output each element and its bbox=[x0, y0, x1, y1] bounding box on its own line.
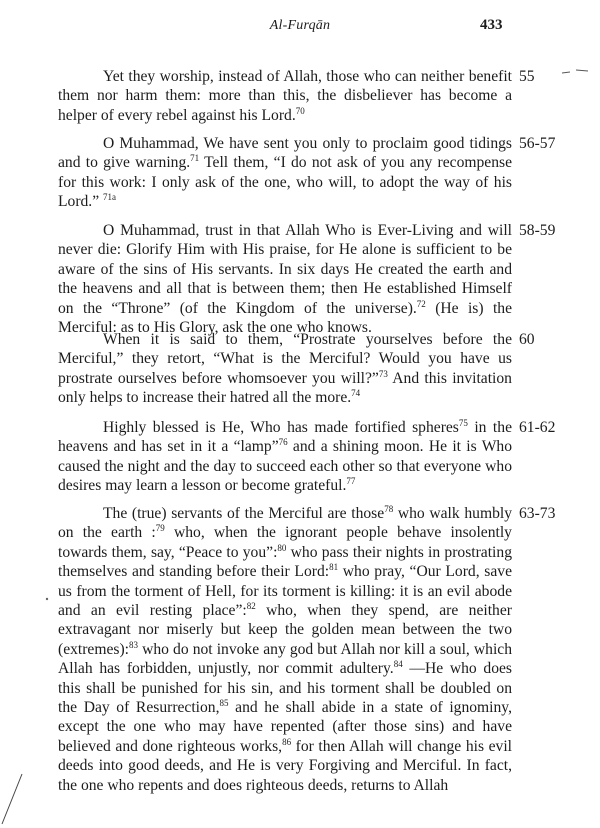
text-run: When it is said to them, “Prostrate yourselves before the Merciful,” they retort, “What is the Merciful? Would you have us prostrate ourselves before whomsoever you will?” bbox=[58, 331, 512, 387]
scan-mark-edge-line bbox=[0, 772, 24, 828]
verse-number-63-73: 63-73 bbox=[519, 505, 556, 522]
verse-number-55: 55 bbox=[519, 68, 535, 85]
verse-number-61-62: 61-62 bbox=[519, 419, 556, 436]
text-run: Highly blessed is He, Who has made fortified spheres bbox=[103, 419, 459, 436]
verse-number-56-57: 56-57 bbox=[519, 135, 556, 152]
text-run: Tell them, “I do not ask of you any recompense for this work: I only ask of the one, who will, to adopt the way of his Lord.” bbox=[58, 154, 513, 211]
footnote-marker: 79 bbox=[155, 523, 165, 534]
paragraph-verse-55 bbox=[58, 67, 512, 125]
footnote-marker: 72 bbox=[416, 298, 426, 309]
text-run: who, when the ignorant people behave insolently towards them, say, “Peace to you”: bbox=[58, 524, 512, 561]
paragraph-verse-56-57 bbox=[58, 134, 512, 212]
footnote-marker: 80 bbox=[277, 542, 287, 553]
footnote-marker: 84 bbox=[393, 659, 403, 670]
footnote-marker: 76 bbox=[278, 437, 288, 448]
text-run: Yet they worship, instead of Allah, those who can neither benefit them nor harm them: more than this, the disbeliever has become a helper of every rebel against his Lord. bbox=[58, 68, 512, 124]
text-run: who, when they spend, are neither extravagant nor miserly but keep the golden mean between the two (extremes): bbox=[58, 602, 512, 658]
verse-number-58-59: 58-59 bbox=[519, 222, 556, 239]
footnote-marker: 73 bbox=[378, 368, 388, 379]
text-run: and he shall abide in a state of ignominy, except the one who may have repented (after those sins) and have believed and done righteous works, bbox=[58, 699, 512, 755]
footnote-marker: 71 bbox=[190, 153, 200, 164]
text-run: O Muhammad, We have sent you only to proclaim good tidings and to give warning. bbox=[58, 135, 512, 172]
footnote-marker: 82 bbox=[246, 601, 256, 612]
scan-mark-dot bbox=[44, 596, 52, 602]
paragraph-verse-63-73 bbox=[58, 504, 512, 795]
footnote-marker: 75 bbox=[458, 418, 468, 428]
text-run: in the heavens and has set in it a “lamp” bbox=[58, 419, 512, 456]
text-run: And this invitation only helps to increase their hatred all the more. bbox=[58, 369, 512, 407]
footnote-marker: 78 bbox=[384, 504, 394, 514]
footnote-marker: 74 bbox=[351, 388, 361, 399]
text-run: who do not invoke any god but Allah nor kill a soul, which Allah has forbidden, unjustly, nor commit adultery. bbox=[58, 640, 512, 678]
footnote-marker: 81 bbox=[329, 562, 339, 573]
scan-mark-dash bbox=[560, 64, 590, 78]
page-number: 433 bbox=[480, 17, 503, 33]
footnote-marker: 83 bbox=[129, 639, 139, 650]
text-run: and a shining moon. He it is Who caused the night and the day to succeed each other so that everyone who desires may learn a lesson or become grateful. bbox=[58, 438, 512, 495]
footnote-marker: 71a bbox=[103, 192, 117, 203]
text-run: O Muhammad, trust in that Allah Who is Ever-Living and will never die: Glorify Him with His praise, for He alone is sufficient to be aware of the sins of His servants. In six days He created the earth and the heavens and all that is between them; then He established Himself on the “Throne” (of the Kingdom of the universe). bbox=[58, 222, 512, 317]
text-run: (He is) the Merciful: as to His Glory, ask the one who knows. bbox=[58, 299, 513, 337]
footnote-marker: 86 bbox=[282, 736, 292, 747]
text-run: who pray, “Our Lord, save us from the torment of Hell, for its torment is killing: it is an evil abode and an evil resting place”: bbox=[58, 563, 512, 620]
footnote-marker: 77 bbox=[346, 476, 356, 487]
paragraph-verse-58-59 bbox=[58, 221, 512, 337]
text-run: —He who does this shall be punished for his sin, and his torment shall be doubled on the Day of Resurrection, bbox=[58, 660, 512, 717]
text-run: for then Allah will change his evil deeds into good deeds, and He is very Forgiving and Merciful. In fact, the one who repents and does righteous deeds, returns to Allah bbox=[58, 737, 512, 794]
paragraph-verse-61-62 bbox=[58, 418, 512, 496]
footnote-marker: 70 bbox=[295, 105, 305, 116]
text-run: who pass their nights in prostrating themselves and standing before their Lord: bbox=[58, 543, 512, 581]
text-run: who walk humbly on the earth : bbox=[58, 505, 513, 542]
footnote-marker: 85 bbox=[219, 698, 229, 709]
verse-number-60: 60 bbox=[519, 331, 535, 348]
text-run: The (true) servants of the Merciful are those bbox=[103, 505, 385, 522]
running-header-title: Al-Furqān bbox=[269, 18, 331, 33]
paragraph-verse-60 bbox=[58, 330, 512, 408]
